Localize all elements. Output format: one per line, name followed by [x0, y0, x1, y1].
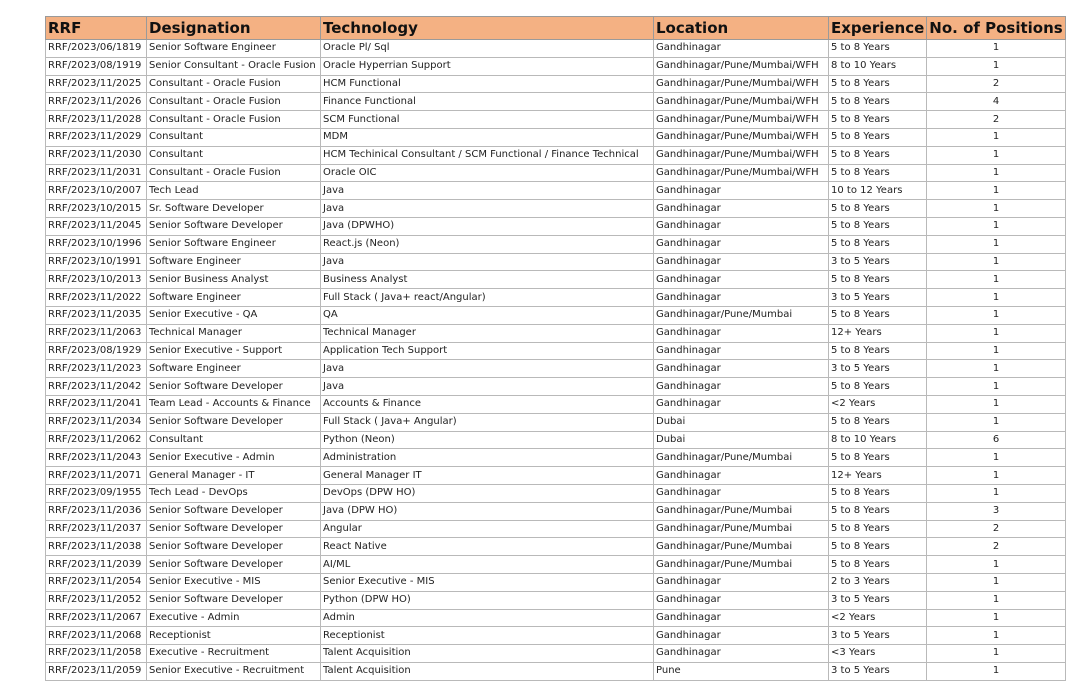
cell-technology: Senior Executive - MIS — [321, 573, 654, 591]
cell-rrf: RRF/2023/11/2063 — [46, 324, 147, 342]
cell-technology: Full Stack ( Java+ Angular) — [321, 413, 654, 431]
cell-technology: React Native — [321, 538, 654, 556]
cell-positions: 1 — [927, 484, 1065, 502]
table-row — [46, 271, 1066, 289]
cell-location: Gandhinagar — [654, 289, 829, 307]
cell-technology: General Manager IT — [321, 467, 654, 485]
table-row — [46, 200, 1066, 218]
table-row — [46, 93, 1066, 111]
cell-technology: AI/ML — [321, 556, 654, 574]
header-rrf: RRF — [46, 17, 147, 40]
cell-technology: Java (DPW HO) — [321, 502, 654, 520]
cell-technology: Java — [321, 378, 654, 396]
cell-rrf: RRF/2023/06/1819 — [46, 40, 147, 58]
cell-location: Gandhinagar/Pune/Mumbai — [654, 502, 829, 520]
cell-designation: Senior Software Developer — [147, 217, 321, 235]
cell-rrf: RRF/2023/10/1991 — [46, 253, 147, 271]
cell-rrf: RRF/2023/10/1996 — [46, 235, 147, 253]
cell-designation: Tech Lead — [147, 182, 321, 200]
cell-technology: HCM Techinical Consultant / SCM Functional / Finance Technical — [321, 146, 654, 164]
cell-positions: 1 — [927, 253, 1065, 271]
table-row — [46, 395, 1066, 413]
cell-experience: 3 to 5 Years — [829, 662, 927, 680]
cell-rrf: RRF/2023/11/2058 — [46, 645, 147, 663]
cell-designation: Consultant - Oracle Fusion — [147, 111, 321, 129]
cell-technology: Angular — [321, 520, 654, 538]
cell-positions: 1 — [927, 342, 1065, 360]
cell-rrf: RRF/2023/11/2052 — [46, 591, 147, 609]
cell-positions: 1 — [927, 591, 1065, 609]
cell-designation: Senior Executive - Recruitment — [147, 662, 321, 680]
cell-designation: Senior Software Engineer — [147, 235, 321, 253]
cell-designation: Senior Software Developer — [147, 538, 321, 556]
cell-location: Gandhinagar/Pune/Mumbai — [654, 520, 829, 538]
cell-location: Dubai — [654, 431, 829, 449]
cell-rrf: RRF/2023/11/2042 — [46, 378, 147, 396]
cell-technology: Technical Manager — [321, 324, 654, 342]
cell-technology: Java (DPWHO) — [321, 217, 654, 235]
cell-designation: Senior Executive - QA — [147, 306, 321, 324]
cell-positions: 1 — [927, 449, 1065, 467]
cell-experience: 3 to 5 Years — [829, 591, 927, 609]
cell-location: Gandhinagar — [654, 378, 829, 396]
table-row — [46, 378, 1066, 396]
cell-rrf: RRF/2023/11/2035 — [46, 306, 147, 324]
table-row — [46, 111, 1066, 129]
cell-designation: Senior Software Developer — [147, 502, 321, 520]
cell-technology: Java — [321, 200, 654, 218]
cell-rrf: RRF/2023/11/2037 — [46, 520, 147, 538]
cell-designation: Senior Executive - Admin — [147, 449, 321, 467]
table-row — [46, 253, 1066, 271]
cell-location: Dubai — [654, 413, 829, 431]
cell-designation: Senior Software Developer — [147, 556, 321, 574]
cell-technology: Administration — [321, 449, 654, 467]
cell-experience: <2 Years — [829, 609, 927, 627]
cell-positions: 1 — [927, 645, 1065, 663]
table-row — [46, 40, 1066, 58]
cell-location: Gandhinagar/Pune/Mumbai/WFH — [654, 57, 829, 75]
cell-designation: Tech Lead - DevOps — [147, 484, 321, 502]
cell-rrf: RRF/2023/11/2068 — [46, 627, 147, 645]
cell-technology: Admin — [321, 609, 654, 627]
cell-rrf: RRF/2023/11/2030 — [46, 146, 147, 164]
cell-positions: 1 — [927, 289, 1065, 307]
cell-experience: 5 to 8 Years — [829, 378, 927, 396]
cell-technology: DevOps (DPW HO) — [321, 484, 654, 502]
cell-designation: Senior Software Engineer — [147, 40, 321, 58]
cell-rrf: RRF/2023/11/2028 — [46, 111, 147, 129]
cell-positions: 1 — [927, 182, 1065, 200]
cell-designation: Senior Software Developer — [147, 591, 321, 609]
cell-rrf: RRF/2023/11/2023 — [46, 360, 147, 378]
table-row — [46, 146, 1066, 164]
table-row — [46, 128, 1066, 146]
cell-technology: Java — [321, 253, 654, 271]
cell-designation: Consultant - Oracle Fusion — [147, 93, 321, 111]
cell-location: Gandhinagar — [654, 360, 829, 378]
cell-experience: 5 to 8 Years — [829, 128, 927, 146]
cell-experience: 5 to 8 Years — [829, 146, 927, 164]
cell-experience: 5 to 8 Years — [829, 413, 927, 431]
cell-technology: Full Stack ( Java+ react/Angular) — [321, 289, 654, 307]
cell-rrf: RRF/2023/11/2031 — [46, 164, 147, 182]
header-row — [46, 17, 1066, 40]
cell-designation: Senior Software Developer — [147, 520, 321, 538]
cell-designation: Executive - Recruitment — [147, 645, 321, 663]
cell-designation: Team Lead - Accounts & Finance — [147, 395, 321, 413]
cell-technology: QA — [321, 306, 654, 324]
cell-technology: Talent Acquisition — [321, 645, 654, 663]
table-row — [46, 75, 1066, 93]
cell-location: Gandhinagar/Pune/Mumbai — [654, 538, 829, 556]
cell-experience: 3 to 5 Years — [829, 253, 927, 271]
table-body — [46, 40, 1066, 681]
cell-positions: 1 — [927, 146, 1065, 164]
cell-designation: Senior Consultant - Oracle Fusion — [147, 57, 321, 75]
table-row — [46, 520, 1066, 538]
cell-technology: Talent Acquisition — [321, 662, 654, 680]
cell-experience: 5 to 8 Years — [829, 342, 927, 360]
cell-experience: 3 to 5 Years — [829, 289, 927, 307]
cell-positions: 4 — [927, 93, 1065, 111]
table-row — [46, 573, 1066, 591]
cell-positions: 1 — [927, 627, 1065, 645]
cell-technology: MDM — [321, 128, 654, 146]
cell-rrf: RRF/2023/10/2013 — [46, 271, 147, 289]
cell-positions: 1 — [927, 573, 1065, 591]
cell-designation: Senior Business Analyst — [147, 271, 321, 289]
cell-technology: Receptionist — [321, 627, 654, 645]
table-row — [46, 484, 1066, 502]
cell-rrf: RRF/2023/11/2029 — [46, 128, 147, 146]
cell-experience: 5 to 8 Years — [829, 164, 927, 182]
table-row — [46, 413, 1066, 431]
cell-experience: 5 to 8 Years — [829, 449, 927, 467]
cell-location: Gandhinagar/Pune/Mumbai — [654, 556, 829, 574]
cell-experience: 2 to 3 Years — [829, 573, 927, 591]
cell-experience: 5 to 8 Years — [829, 484, 927, 502]
cell-technology: Finance Functional — [321, 93, 654, 111]
cell-experience: 12+ Years — [829, 467, 927, 485]
cell-rrf: RRF/2023/11/2034 — [46, 413, 147, 431]
cell-positions: 1 — [927, 662, 1065, 680]
cell-location: Gandhinagar — [654, 467, 829, 485]
cell-rrf: RRF/2023/11/2025 — [46, 75, 147, 93]
cell-positions: 1 — [927, 360, 1065, 378]
cell-rrf: RRF/2023/09/1955 — [46, 484, 147, 502]
cell-positions: 1 — [927, 217, 1065, 235]
header-positions: No. of Positions — [927, 17, 1065, 40]
table-row — [46, 467, 1066, 485]
cell-experience: <2 Years — [829, 395, 927, 413]
cell-location: Gandhinagar/Pune/Mumbai/WFH — [654, 111, 829, 129]
header-experience: Experience — [829, 17, 927, 40]
cell-technology: Java — [321, 360, 654, 378]
cell-location: Gandhinagar — [654, 591, 829, 609]
cell-location: Gandhinagar/Pune/Mumbai — [654, 449, 829, 467]
header-location: Location — [654, 17, 829, 40]
cell-experience: 5 to 8 Years — [829, 40, 927, 58]
cell-positions: 2 — [927, 111, 1065, 129]
cell-positions: 1 — [927, 40, 1065, 58]
cell-rrf: RRF/2023/11/2039 — [46, 556, 147, 574]
cell-designation: Senior Executive - MIS — [147, 573, 321, 591]
cell-location: Gandhinagar — [654, 324, 829, 342]
cell-experience: 5 to 8 Years — [829, 111, 927, 129]
cell-technology: Java — [321, 182, 654, 200]
cell-designation: Consultant — [147, 431, 321, 449]
cell-designation: Sr. Software Developer — [147, 200, 321, 218]
cell-location: Gandhinagar — [654, 395, 829, 413]
cell-designation: Consultant - Oracle Fusion — [147, 75, 321, 93]
cell-experience: 5 to 8 Years — [829, 502, 927, 520]
cell-rrf: RRF/2023/11/2022 — [46, 289, 147, 307]
table-row — [46, 164, 1066, 182]
cell-designation: Software Engineer — [147, 360, 321, 378]
cell-experience: 5 to 8 Years — [829, 556, 927, 574]
header-technology: Technology — [321, 17, 654, 40]
cell-positions: 1 — [927, 164, 1065, 182]
cell-designation: Software Engineer — [147, 253, 321, 271]
cell-positions: 1 — [927, 271, 1065, 289]
cell-technology: SCM Functional — [321, 111, 654, 129]
cell-positions: 1 — [927, 57, 1065, 75]
cell-rrf: RRF/2023/10/2015 — [46, 200, 147, 218]
cell-experience: 8 to 10 Years — [829, 431, 927, 449]
cell-rrf: RRF/2023/11/2059 — [46, 662, 147, 680]
cell-positions: 1 — [927, 378, 1065, 396]
cell-designation: Receptionist — [147, 627, 321, 645]
cell-technology: Application Tech Support — [321, 342, 654, 360]
cell-experience: 3 to 5 Years — [829, 360, 927, 378]
cell-designation: Executive - Admin — [147, 609, 321, 627]
cell-location: Gandhinagar — [654, 484, 829, 502]
cell-location: Gandhinagar — [654, 342, 829, 360]
cell-experience: 5 to 8 Years — [829, 93, 927, 111]
cell-technology: Oracle OIC — [321, 164, 654, 182]
cell-experience: <3 Years — [829, 645, 927, 663]
positions-table — [45, 16, 1066, 681]
cell-positions: 6 — [927, 431, 1065, 449]
cell-location: Gandhinagar — [654, 253, 829, 271]
cell-designation: Senior Software Developer — [147, 378, 321, 396]
cell-positions: 2 — [927, 75, 1065, 93]
cell-location: Gandhinagar — [654, 40, 829, 58]
table-row — [46, 217, 1066, 235]
cell-experience: 5 to 8 Years — [829, 235, 927, 253]
cell-location: Gandhinagar/Pune/Mumbai/WFH — [654, 128, 829, 146]
table-row — [46, 289, 1066, 307]
cell-experience: 12+ Years — [829, 324, 927, 342]
cell-designation: Technical Manager — [147, 324, 321, 342]
cell-rrf: RRF/2023/11/2043 — [46, 449, 147, 467]
cell-designation: Software Engineer — [147, 289, 321, 307]
table-row — [46, 645, 1066, 663]
cell-technology: Python (DPW HO) — [321, 591, 654, 609]
cell-rrf: RRF/2023/11/2045 — [46, 217, 147, 235]
cell-technology: Oracle Hyperrian Support — [321, 57, 654, 75]
cell-location: Gandhinagar — [654, 271, 829, 289]
cell-technology: Python (Neon) — [321, 431, 654, 449]
cell-positions: 3 — [927, 502, 1065, 520]
table-row — [46, 591, 1066, 609]
table-row — [46, 662, 1066, 680]
cell-rrf: RRF/2023/11/2036 — [46, 502, 147, 520]
cell-positions: 1 — [927, 128, 1065, 146]
cell-positions: 1 — [927, 413, 1065, 431]
cell-rrf: RRF/2023/08/1929 — [46, 342, 147, 360]
cell-positions: 1 — [927, 200, 1065, 218]
cell-location: Gandhinagar — [654, 573, 829, 591]
cell-location: Gandhinagar — [654, 200, 829, 218]
cell-location: Gandhinagar — [654, 217, 829, 235]
table-row — [46, 556, 1066, 574]
table-row — [46, 324, 1066, 342]
table-row — [46, 306, 1066, 324]
table-row — [46, 342, 1066, 360]
cell-designation: Consultant - Oracle Fusion — [147, 164, 321, 182]
cell-experience: 5 to 8 Years — [829, 217, 927, 235]
cell-positions: 1 — [927, 609, 1065, 627]
cell-designation: General Manager - IT — [147, 467, 321, 485]
cell-designation: Senior Executive - Support — [147, 342, 321, 360]
table-row — [46, 449, 1066, 467]
cell-location: Gandhinagar — [654, 235, 829, 253]
cell-positions: 2 — [927, 520, 1065, 538]
cell-technology: Oracle Pl/ Sql — [321, 40, 654, 58]
cell-designation: Consultant — [147, 146, 321, 164]
cell-location: Gandhinagar/Pune/Mumbai/WFH — [654, 93, 829, 111]
table-row — [46, 538, 1066, 556]
cell-experience: 5 to 8 Years — [829, 200, 927, 218]
table-row — [46, 57, 1066, 75]
cell-designation: Consultant — [147, 128, 321, 146]
cell-positions: 2 — [927, 538, 1065, 556]
cell-positions: 1 — [927, 324, 1065, 342]
cell-rrf: RRF/2023/11/2054 — [46, 573, 147, 591]
cell-technology: HCM Functional — [321, 75, 654, 93]
cell-rrf: RRF/2023/11/2067 — [46, 609, 147, 627]
table-row — [46, 609, 1066, 627]
cell-rrf: RRF/2023/11/2071 — [46, 467, 147, 485]
cell-rrf: RRF/2023/11/2041 — [46, 395, 147, 413]
cell-technology: React.js (Neon) — [321, 235, 654, 253]
table-row — [46, 182, 1066, 200]
table-row — [46, 431, 1066, 449]
cell-experience: 10 to 12 Years — [829, 182, 927, 200]
cell-location: Gandhinagar — [654, 645, 829, 663]
table-row — [46, 235, 1066, 253]
cell-experience: 5 to 8 Years — [829, 306, 927, 324]
cell-rrf: RRF/2023/11/2038 — [46, 538, 147, 556]
cell-rrf: RRF/2023/10/2007 — [46, 182, 147, 200]
cell-experience: 5 to 8 Years — [829, 75, 927, 93]
cell-location: Gandhinagar — [654, 182, 829, 200]
cell-experience: 5 to 8 Years — [829, 271, 927, 289]
cell-location: Gandhinagar — [654, 609, 829, 627]
cell-location: Gandhinagar/Pune/Mumbai/WFH — [654, 75, 829, 93]
cell-experience: 8 to 10 Years — [829, 57, 927, 75]
cell-rrf: RRF/2023/08/1919 — [46, 57, 147, 75]
cell-positions: 1 — [927, 306, 1065, 324]
cell-technology: Accounts & Finance — [321, 395, 654, 413]
cell-location: Gandhinagar/Pune/Mumbai — [654, 306, 829, 324]
cell-positions: 1 — [927, 235, 1065, 253]
cell-experience: 3 to 5 Years — [829, 627, 927, 645]
cell-location: Gandhinagar/Pune/Mumbai/WFH — [654, 146, 829, 164]
cell-designation: Senior Software Developer — [147, 413, 321, 431]
table-row — [46, 627, 1066, 645]
cell-rrf: RRF/2023/11/2062 — [46, 431, 147, 449]
cell-positions: 1 — [927, 467, 1065, 485]
cell-location: Pune — [654, 662, 829, 680]
cell-experience: 5 to 8 Years — [829, 538, 927, 556]
cell-positions: 1 — [927, 556, 1065, 574]
cell-positions: 1 — [927, 395, 1065, 413]
cell-location: Gandhinagar/Pune/Mumbai/WFH — [654, 164, 829, 182]
cell-location: Gandhinagar — [654, 627, 829, 645]
cell-technology: Business Analyst — [321, 271, 654, 289]
table-row — [46, 360, 1066, 378]
table-row — [46, 502, 1066, 520]
cell-experience: 5 to 8 Years — [829, 520, 927, 538]
cell-rrf: RRF/2023/11/2026 — [46, 93, 147, 111]
header-designation: Designation — [147, 17, 321, 40]
